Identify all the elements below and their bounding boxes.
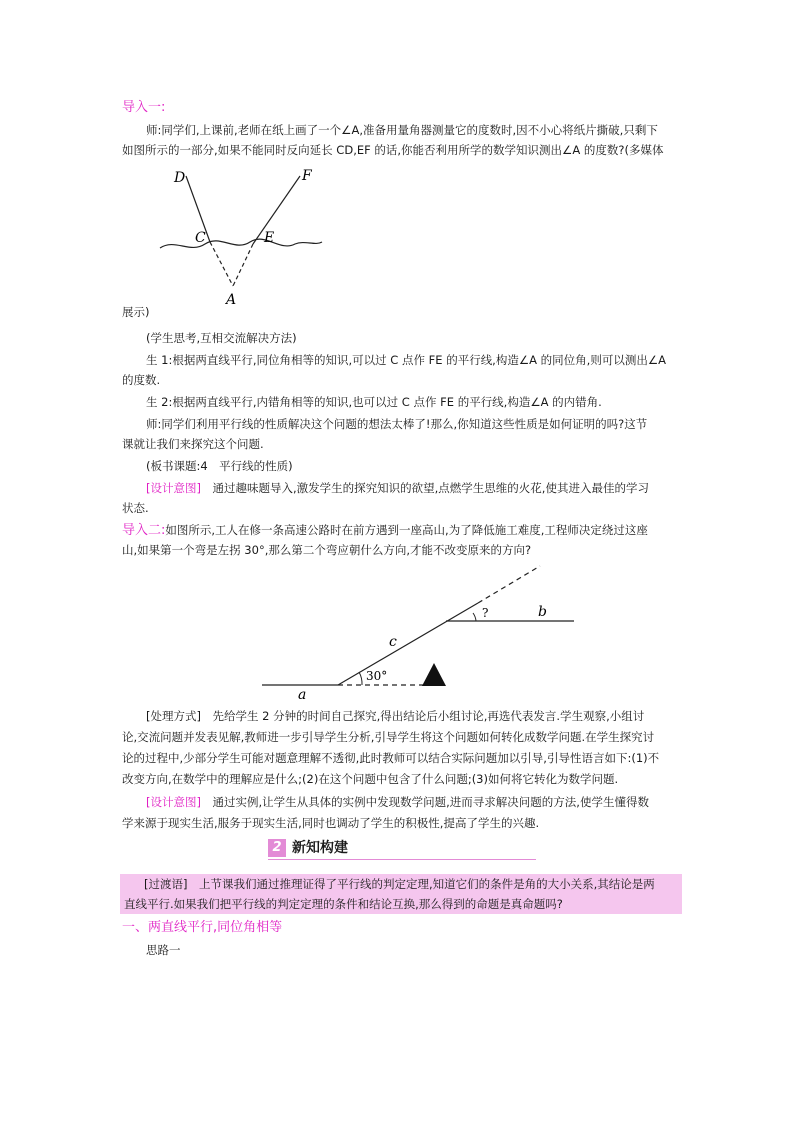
label-b: b (538, 604, 547, 620)
section-number-badge: 2 (268, 839, 286, 857)
intro2-paragraph-line: 山,如果第一个弯是左拐 30°,那么第二个弯应朝什么方向,才能不改变原来的方向? (122, 543, 532, 557)
intro2-method-line: 论,交流问题并发表见解,教师进一步引导学生分析,引导学生将这个问题如何转化成数学问题.在学生探究讨 (122, 730, 655, 744)
label-A: A (226, 292, 237, 308)
label-question: ? (482, 606, 489, 620)
intro2-method-line: 改变方向,在数学中的理解应是什么;(2)在这个问题中包含了什么问题;(3)如何将它转化为数学问题. (122, 772, 619, 786)
intro2-method (122, 706, 682, 726)
intro1-paragraph-line: 师:同学们,上课前,老师在纸上画了一个∠A,准备用量角器测量它的度数时,因不小心将纸片撕破,只剩下 (146, 123, 658, 137)
intro2-design-intent-cont: 学来源于现实生活,服务于现实生活,同时也调动了学生的积极性,提高了学生的兴趣. (122, 816, 540, 830)
intro1-student1-cont: 的度数. (122, 373, 161, 387)
intro1-student1: 生 1:根据两直线平行,同位角相等的知识,可以过 C 点作 FE 的平行线,构造∠A 的同位角,则可以测出∠A (146, 353, 667, 367)
label-a: a (298, 687, 307, 700)
label-D: D (174, 170, 186, 186)
section-header (268, 838, 536, 860)
intro1-board-title: (板书课题:4 平行线的性质) (146, 459, 293, 473)
design-intent-tag: [设计意图] (146, 481, 201, 495)
intro1-teacher: 师:同学们利用平行线的性质解决这个问题的想法太棒了!那么,你知道这些性质是如何证明的吗?这节 (146, 417, 648, 431)
highway-figure (258, 560, 588, 700)
intro2-text: 如图所示,工人在修一条高速公路时在前方遇到一座高山,为了降低施工难度,工程师决定绕过这座 (165, 523, 648, 537)
label-F: F (302, 168, 312, 184)
section-divider (268, 859, 536, 860)
intro1-teacher-cont: 课就让我们来探究这个问题. (122, 437, 264, 451)
label-angle-30: 30° (366, 669, 388, 683)
method-text: 先给学生 2 分钟的时间自己探究,得出结论后小组讨论,再选代表发言.学生观察,小组讨 (200, 709, 645, 723)
design-intent-text: 通过趣味题导入,激发学生的探究知识的欲望,点燃学生思维的火花,使其进入最佳的学习 (200, 481, 649, 495)
mountain-icon (422, 663, 446, 686)
transition-text: 上节课我们通过推理证得了平行线的判定定理,知道它们的条件是角的大小关系,其结论是两 (187, 877, 655, 891)
subsection-title: 一、两直线平行,同位角相等 (122, 920, 283, 935)
intro2-method-line: 论的过程中,少部分学生可能对题意理解不透彻,此时教师可以结合实际问题加以引导,引导性语言如下:(1)不 (122, 751, 660, 765)
transition-tag: [过渡语] (144, 877, 188, 891)
intro1-student2: 生 2:根据两直线平行,内错角相等的知识,也可以过 C 点作 FE 的平行线,构造∠A 的内错角. (146, 395, 602, 409)
design-intent-tag: [设计意图] (146, 795, 201, 809)
intro1-design-intent (122, 478, 682, 498)
transition-line: 直线平行.如果我们把平行线的判定定理的条件和结论互换,那么得到的命题是真命题吗? (124, 897, 563, 911)
intro1-design-intent-cont: 状态. (122, 501, 149, 515)
method-tag: [处理方式] (146, 709, 201, 723)
thought-label: 思路一 (146, 943, 181, 957)
intro2-design-intent (122, 792, 682, 812)
intro1-paragraph-line: 展示) (122, 305, 150, 319)
intro1-heading: 导入一: (122, 100, 166, 115)
torn-angle-figure (150, 162, 330, 312)
transition-box (120, 874, 682, 914)
label-c: c (389, 634, 397, 650)
intro2-paragraph (122, 520, 682, 541)
design-intent-text: 通过实例,让学生从具体的实例中发现数学问题,进而寻求解决问题的方法,使学生懂得数 (200, 795, 649, 809)
label-E: E (264, 230, 275, 246)
intro2-heading: 导入二: (122, 523, 166, 538)
label-C: C (195, 230, 206, 246)
intro1-student-think: (学生思考,互相交流解决方法) (146, 331, 297, 345)
transition-line (120, 874, 682, 894)
section-title: 新知构建 (292, 840, 348, 856)
intro1-paragraph-line: 如图所示的一部分,如果不能同时反向延长 CD,EF 的话,你能否利用所学的数学知识测出∠A 的度数?(多媒体 (122, 143, 664, 157)
